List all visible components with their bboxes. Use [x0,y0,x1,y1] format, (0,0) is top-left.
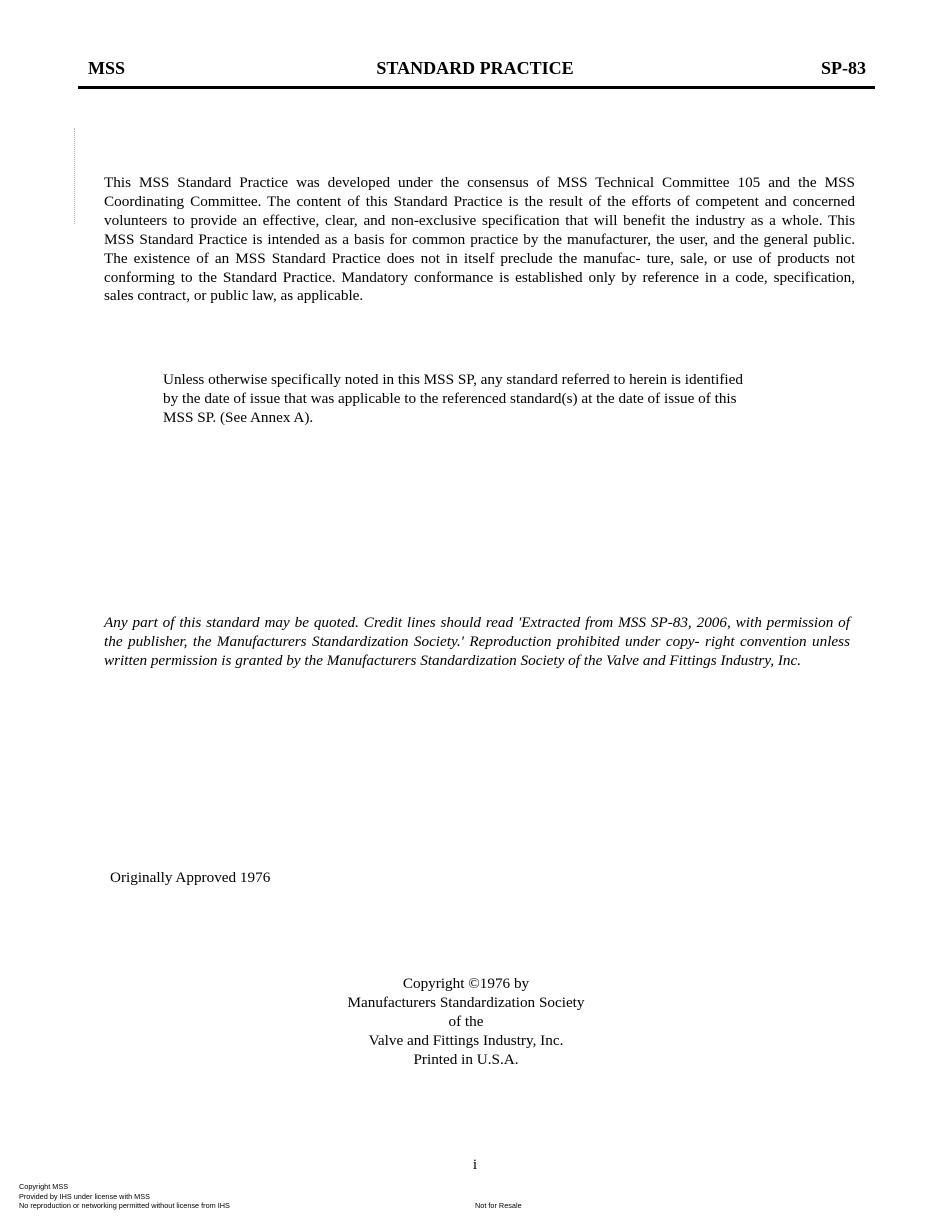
page-number: i [472,1156,478,1173]
footer-provider: Provided by IHS under license with MSS [19,1191,150,1201]
footer-not-for-resale: Not for Resale [475,1201,522,1210]
footer-license-notice [19,1182,230,1211]
reference-note: Unless otherwise specifically noted in this MSS SP, any standard referred to herein is identified by the date of issue that was applicable to the referenced standard(s) at the date of issue of this MSS SP. (See Annex A). [163,371,743,426]
publisher-name: Manufacturers Standardization Society [347,993,585,1011]
approval-date: Originally Approved 1976 [110,869,271,886]
header-left-label: MSS [88,58,126,78]
header-rule [78,86,875,89]
publisher-industry: Valve and Fittings Industry, Inc. [368,1031,564,1049]
header-document-number: SP-83 [821,58,866,78]
footer-restriction: No reproduction or networking permitted without license from IHS [19,1201,230,1210]
copyright-line: Copyright ©1976 by [402,975,530,992]
printed-location: Printed in U.S.A. [413,1050,519,1068]
copyright-block [0,975,932,1070]
margin-mark [74,128,77,224]
quote-permission-notice: Any part of this standard may be quoted. Credit lines should read 'Extracted from MSS SP-83, 2006, with permission of the publisher, the Manufacturers Standardization Society.' Reproduction prohibited under copy- right convention unless written permission is granted by the Manufacturers Standardization Society of the Valve and Fittings Industry, Inc. [104,614,850,669]
publisher-connector: of the [448,1012,484,1030]
intro-paragraph: This MSS Standard Practice was developed under the consensus of MSS Technical Committee 105 and the MSS Coordinating Committee. The content of this Standard Practice is the result of the efforts of competent and concerned volunteers to provide an effective, clear, and non-exclusive specification that will benefit the industry as a whole. This MSS Standard Practice is intended as a basis for common practice by the manufacturer, the user, and the general public. The existence of an MSS Standard Practice does not in itself preclude the manufac- ture, sale, or use of products not conforming to the Standard Practice. Mandatory conformance is established only by reference in a code, specification, sales contract, or public law, as applicable. [104,174,855,305]
header-title: STANDARD PRACTICE [376,58,574,78]
footer-copyright: Copyright MSS [19,1182,69,1191]
